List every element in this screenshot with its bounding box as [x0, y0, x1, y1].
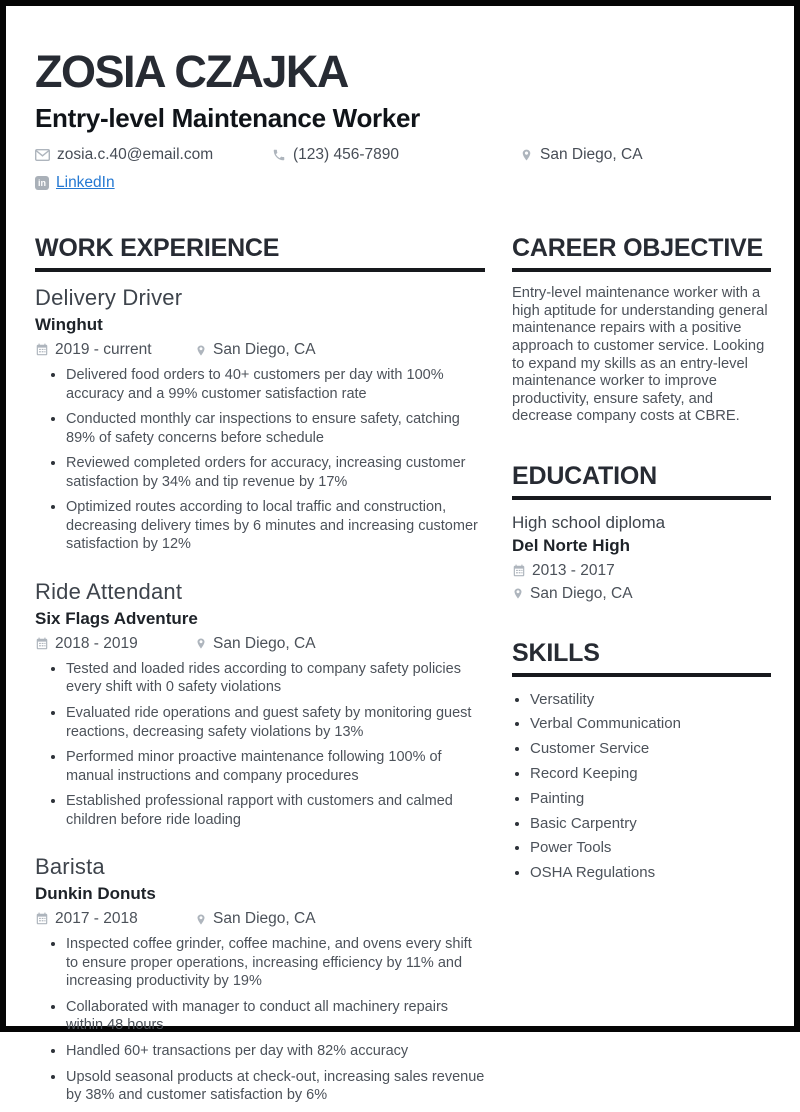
calendar-icon [512, 564, 526, 578]
skill-item: • Versatility [530, 690, 771, 710]
job-location-text: San Diego, CA [213, 341, 316, 358]
location-text: San Diego, CA [540, 146, 643, 164]
job-company: Dunkin Donuts [35, 884, 156, 904]
email-icon [35, 149, 50, 161]
resume-header [35, 48, 771, 192]
job-bullet: • Upsold seasonal products at check-out, increasing sales revenue by 38% and customer satisfaction by 6% [66, 1068, 485, 1105]
job-meta [35, 910, 485, 928]
job-entry-delivery-driver [35, 285, 485, 554]
job-bullet: • Collaborated with manager to conduct all machinery repairs within 48 hours [66, 998, 485, 1035]
education-heading: EDUCATION [512, 462, 771, 500]
candidate-name: ZOSIA CZAJKA [35, 46, 348, 97]
contact-email [35, 146, 272, 164]
job-bullet: • Conducted monthly car inspections to ensure safety, catching 89% of safety concerns before schedule [66, 410, 485, 447]
job-dates [35, 341, 195, 359]
education-location-text: San Diego, CA [530, 584, 633, 602]
job-bullet-list [35, 935, 485, 1104]
job-location [195, 341, 316, 359]
job-dates [35, 910, 195, 928]
job-location [195, 910, 316, 928]
job-bullet: • Tested and loaded rides according to company safety policies every shift with 0 safety violations [66, 660, 485, 697]
skill-item: • Record Keeping [530, 764, 771, 784]
job-bullet: • Evaluated ride operations and guest safety by monitoring guest reactions, decreasing safety violations by 13% [66, 704, 485, 741]
calendar-icon [35, 637, 49, 651]
job-bullet-list [35, 660, 485, 829]
contact-row-2 [35, 174, 771, 192]
location-pin-icon [195, 343, 207, 358]
location-pin-icon [195, 912, 207, 927]
job-bullet: • Reviewed completed orders for accuracy, increasing customer satisfaction by 34% and tip revenue by 17% [66, 454, 485, 491]
education-section [512, 462, 771, 603]
job-dates-text: 2018 - 2019 [55, 634, 138, 652]
location-pin-icon [195, 636, 207, 651]
job-meta [35, 635, 485, 653]
skills-heading: SKILLS [512, 639, 771, 677]
job-bullet: • Optimized routes according to local traffic and construction, decreasing delivery times by 6 minutes and increasing customer satisfaction by 12% [66, 498, 485, 554]
linkedin-link[interactable]: LinkedIn [56, 174, 115, 192]
job-bullet: • Performed minor proactive maintenance following 100% of manual instructions and company procedures [66, 748, 485, 785]
job-dates-text: 2019 - current [55, 341, 152, 358]
location-pin-icon [512, 586, 524, 601]
skill-item: • Power Tools [530, 838, 771, 858]
job-bullet: • Established professional rapport with customers and calmed children before ride loading [66, 792, 485, 829]
job-bullet: • Handled 60+ transactions per day with 82% accuracy [66, 1042, 485, 1061]
work-experience-column [35, 234, 485, 1111]
location-pin-icon [520, 147, 533, 163]
job-location-text: San Diego, CA [213, 910, 316, 928]
career-objective-section [512, 234, 771, 426]
job-role: Barista [35, 854, 105, 880]
job-entry-ride-attendant [35, 579, 485, 829]
email-text: zosia.c.40@email.com [57, 146, 214, 164]
skill-item: • OSHA Regulations [530, 863, 771, 883]
work-experience-heading: WORK EXPERIENCE [35, 234, 485, 272]
skills-section [512, 639, 771, 883]
calendar-icon [35, 343, 49, 357]
skill-item: • Basic Carpentry [530, 814, 771, 834]
education-degree: High school diploma [512, 512, 666, 532]
job-entry-barista [35, 854, 485, 1104]
career-objective-text: Entry-level maintenance worker with a high aptitude for understanding general maintenance repairs with a positive approach to customer service. Looking to expand my skills as an entry-level maintenance worker to improve productivity, ensure safety, and decrease company costs at CBRE. [512, 285, 768, 425]
contact-row-1 [35, 146, 771, 164]
phone-text: (123) 456-7890 [293, 146, 399, 164]
career-objective-heading: CAREER OBJECTIVE [512, 234, 771, 272]
contact-phone [272, 146, 520, 164]
job-bullet: • Delivered food orders to 40+ customers per day with 100% accuracy and a 99% customer satisfaction rate [66, 366, 485, 403]
job-company: Six Flags Adventure [35, 608, 198, 628]
education-school: Del Norte High [512, 535, 631, 555]
job-bullet: • Inspected coffee grinder, coffee machine, and ovens every shift to ensure proper operations, increasing efficiency by 11% and increasing productivity by 19% [66, 935, 485, 991]
job-dates [35, 635, 195, 653]
job-meta [35, 341, 485, 359]
job-bullet-list [35, 366, 485, 554]
education-location [512, 585, 771, 603]
job-location-text: San Diego, CA [213, 634, 316, 652]
sidebar-column [512, 234, 771, 1111]
candidate-title: Entry-level Maintenance Worker [35, 103, 420, 134]
resume-body [35, 234, 771, 1111]
job-role: Ride Attendant [35, 578, 183, 604]
education-dates [512, 562, 771, 580]
skill-item: • Verbal Communication [530, 714, 771, 734]
phone-icon [272, 148, 286, 162]
contact-linkedin [35, 174, 115, 192]
skills-list [512, 690, 771, 883]
contact-location [520, 146, 643, 164]
job-location [195, 635, 316, 653]
skill-item: • Customer Service [530, 739, 771, 759]
linkedin-icon: in [35, 176, 49, 190]
job-dates-text: 2017 - 2018 [55, 910, 138, 928]
job-company: Winghut [35, 315, 103, 334]
education-dates-text: 2013 - 2017 [532, 561, 615, 579]
job-role: Delivery Driver [35, 285, 183, 310]
calendar-icon [35, 912, 49, 926]
contact-info [35, 146, 771, 192]
skill-item: • Painting [530, 789, 771, 809]
